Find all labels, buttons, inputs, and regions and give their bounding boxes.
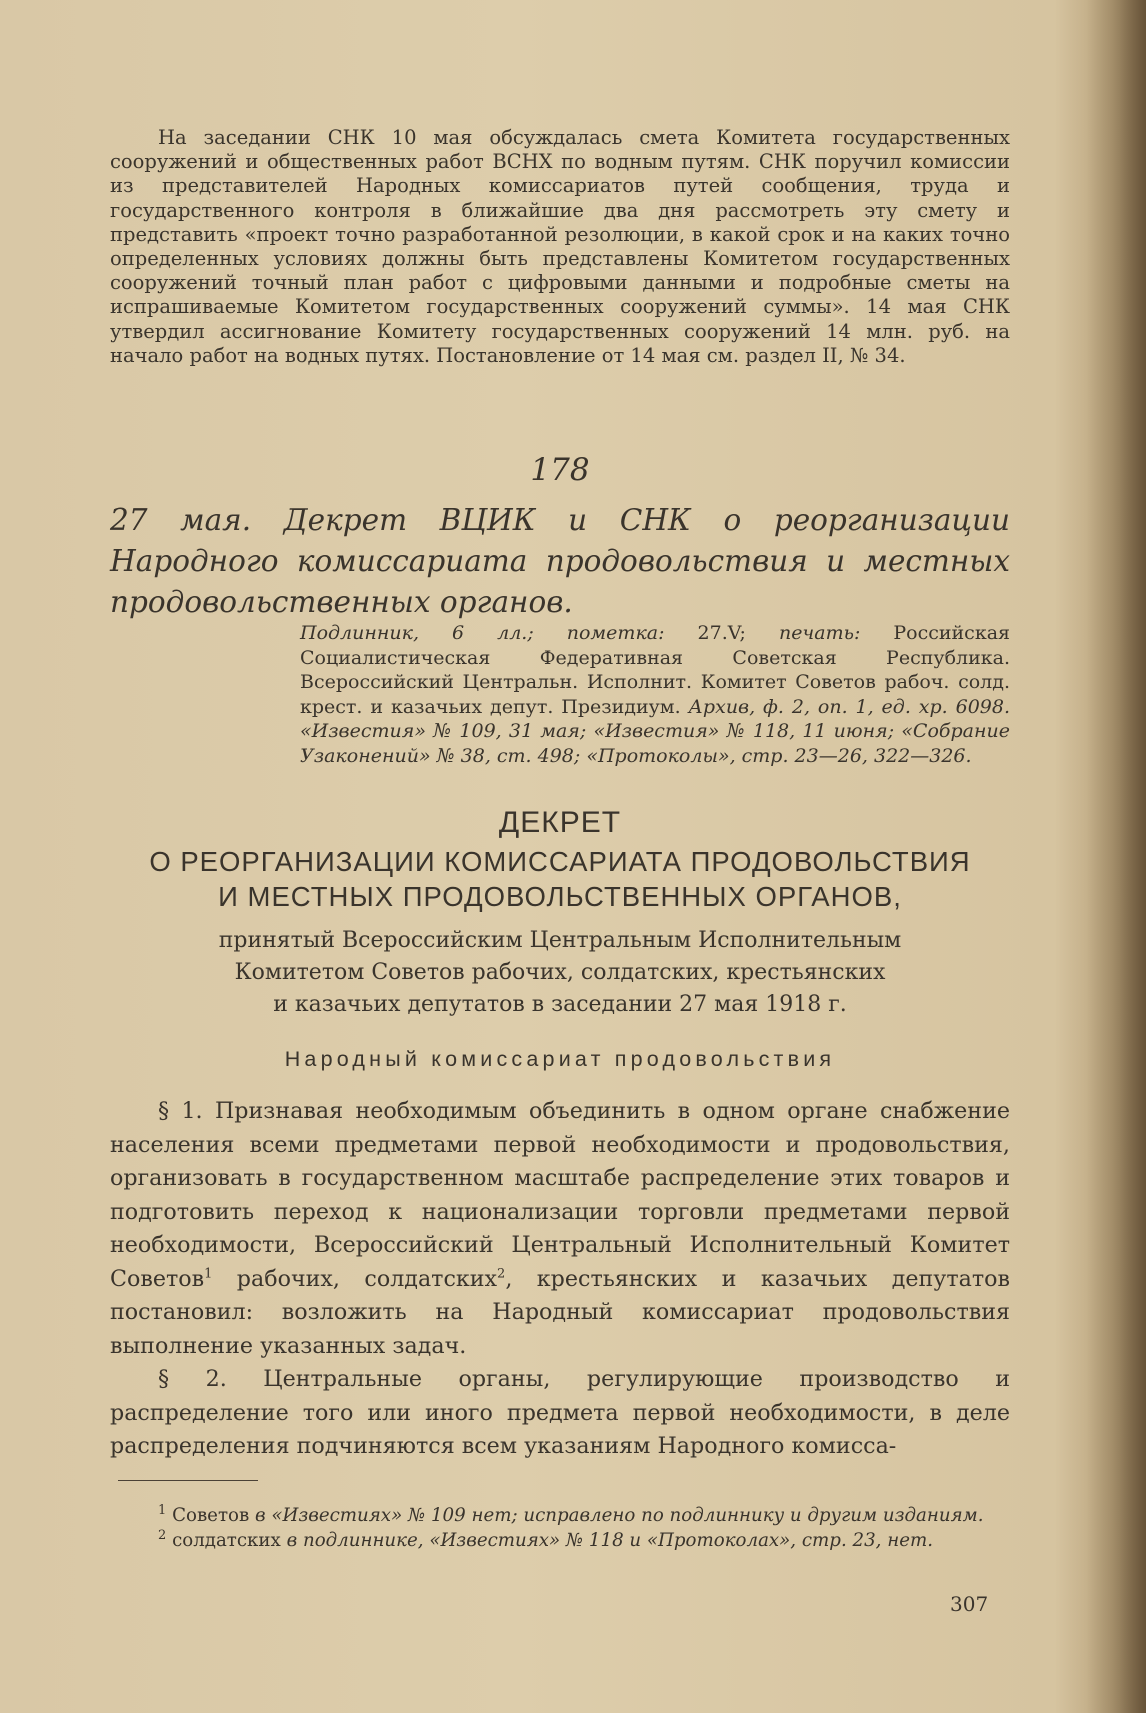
decree-subheading-line-1: О РЕОРГАНИЗАЦИИ КОМИССАРИАТА ПРОДОВОЛЬСТВИЯ bbox=[149, 846, 971, 877]
footnote-2-text: в подлиннике, «Известиях» № 118 и «Протоколах», стр. 23, нет. bbox=[286, 1529, 933, 1551]
decree-heading: ДЕКРЕТ bbox=[498, 806, 622, 839]
source-note bbox=[300, 621, 1010, 769]
source-original-label: Подлинник, 6 лл.; bbox=[300, 622, 534, 644]
section-title: Народный комиссариат продовольствия bbox=[284, 1047, 836, 1071]
footnote-2 bbox=[110, 1529, 1010, 1554]
decree-body bbox=[110, 1095, 1010, 1464]
source-stamp-value: Российская Социалистическая Федеративная Советская Республика. Всероссийский Центральн. Исполнит. Комитет Советов рабоч. солд. крест. и казачьих депут. Президиум. bbox=[300, 622, 1011, 718]
footnote-2-word: солдатских bbox=[172, 1529, 281, 1551]
decree-subheading-line-2: И МЕСТНЫХ ПРОДОВОЛЬСТВЕННЫХ ОРГАНОВ, bbox=[218, 881, 902, 912]
decree-subheading bbox=[110, 844, 1010, 914]
adoption-line-2: Комитетом Советов рабочих, солдатских, крестьянских bbox=[234, 960, 886, 985]
paragraph-2: § 2. Центральные органы, регулирующие производство и распределение того или иного предмета первой необходимости, в деле распределения подчиняются всем указаниям Народного комисса- bbox=[110, 1366, 1010, 1459]
source-stamp-label: печать: bbox=[778, 622, 861, 644]
page-number: 307 bbox=[950, 1592, 989, 1616]
adoption-line-1: принятый Всероссийским Центральным Исполнительным bbox=[218, 928, 902, 953]
adoption-line-3: и казачьих депутатов в заседании 27 мая 1918 г. bbox=[273, 992, 847, 1017]
source-archive: Архив, ф. 2, оп. 1, ед. хр. 6098. bbox=[688, 695, 1010, 718]
footnote-2-mark: 2 bbox=[158, 1527, 167, 1543]
footnote-1-word: Советов bbox=[172, 1505, 250, 1526]
source-mark-label: пометка: bbox=[566, 622, 665, 644]
footnote-divider bbox=[118, 1480, 258, 1481]
footnote-1 bbox=[110, 1504, 1010, 1529]
footnote-1-text: в «Известиях» № 109 нет; исправлено по подлиннику и другим изданиям. bbox=[255, 1505, 984, 1526]
document-number: 178 bbox=[530, 452, 590, 488]
footnote-ref-2: 2 bbox=[497, 1266, 506, 1282]
paragraph-1-part-a: § 1. Признавая необходимым объединить в одном органе снабжение населения всеми предметами первой необходимости и продовольствия, организовать в государственном масштабе распределение этих товаров и подготовить переход к национализации торговли предметами первой необходимости, Всероссийский Центральный Исполнительный Комитет Советов bbox=[110, 1098, 1010, 1292]
footnote-1-mark: 1 bbox=[158, 1502, 167, 1518]
decree-adoption-note bbox=[110, 925, 1010, 1021]
source-mark-value: 27.V; bbox=[697, 622, 746, 644]
source-publications: «Известия» № 109, 31 мая; «Известия» № 118, 11 июня; «Собрание Узаконений» № 38, ст. 498; «Протоколы», стр. 23—26, 322—326. bbox=[300, 720, 1010, 767]
paragraph-1 bbox=[110, 1095, 1010, 1363]
intro-paragraph: На заседании СНК 10 мая обсуждалась смета Комитета государственных сооружений и общественных работ ВСНХ по водным путям. СНК поручил комиссии из представителей Народных комиссариатов путей сообщения, труда и государственного контроля в ближайшие два дня рассмотреть эту смету и представить «проект точно разработанной резолюции, в какой срок и на каких точно определенных условиях должны быть представлены Комитетом государственных сооружений точный план работ с цифровыми данными и подробные сметы на испрашиваемые Комитетом государственных сооружений суммы». 14 мая СНК утвердил ассигнование Комитету государственных сооружений 14 млн. руб. на начало работ на водных путях. Постановление от 14 мая см. раздел II, № 34. bbox=[110, 126, 1010, 367]
book-spine-shadow bbox=[1086, 0, 1146, 1713]
footnote-ref-1: 1 bbox=[204, 1266, 213, 1282]
document-title: 27 мая. Декрет ВЦИК и СНК о реорганизации Народного комиссариата продовольствия и местных продовольственных органов. bbox=[110, 503, 1010, 619]
paragraph-1-part-b: рабочих, солдатских bbox=[212, 1265, 498, 1292]
paragraph-1-part-c: , крестьянских и казачьих депутатов постановил: возложить на Народный комиссариат продовольствия выполнение указанных задач. bbox=[110, 1265, 1010, 1359]
footnotes bbox=[110, 1504, 1010, 1553]
